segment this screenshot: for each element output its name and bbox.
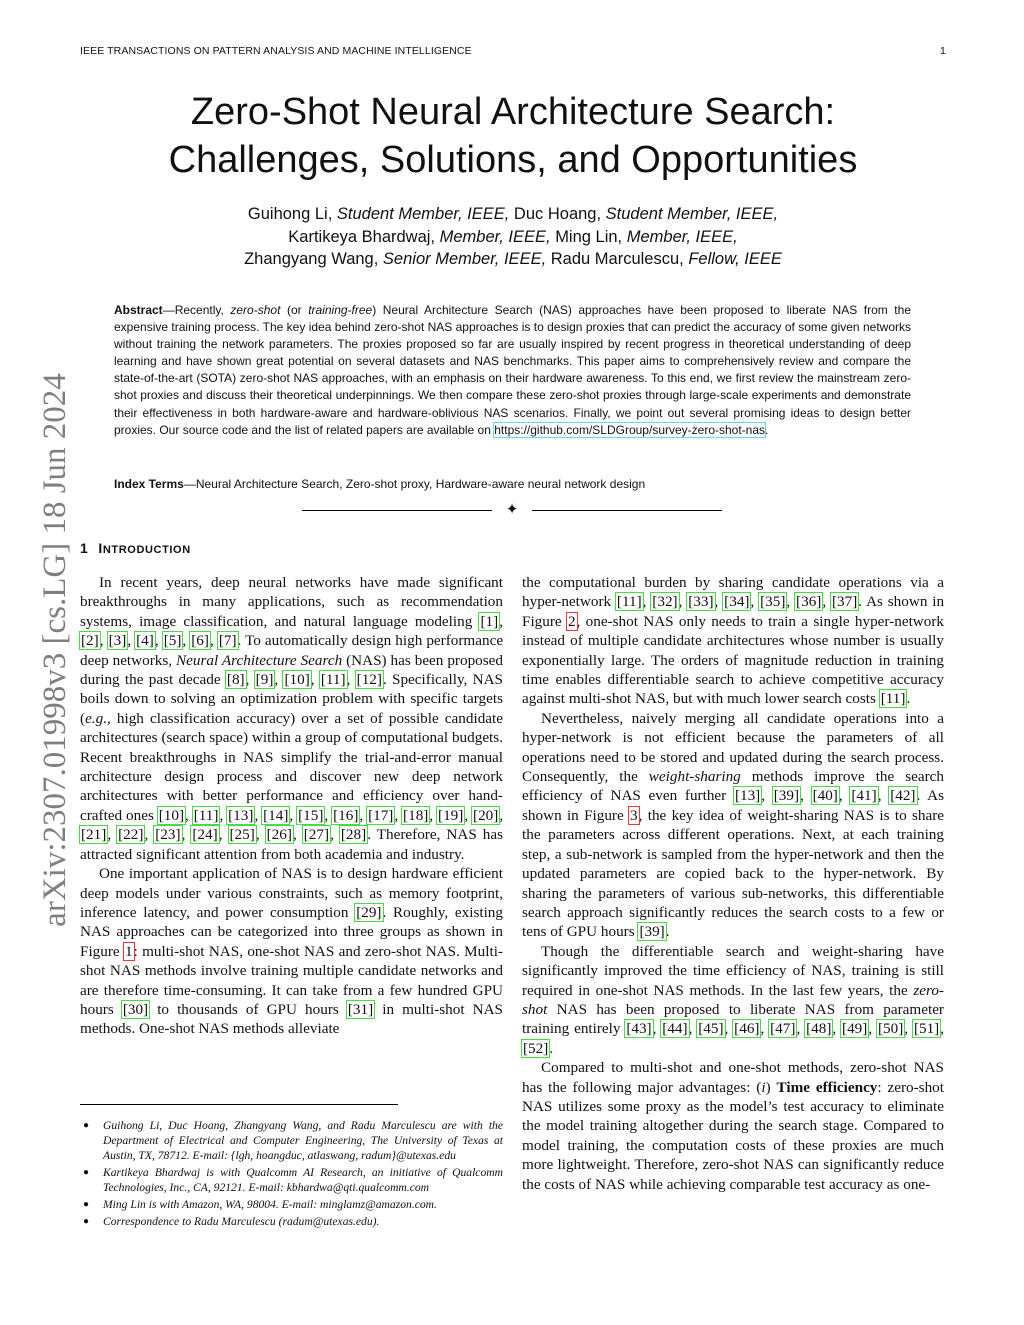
section-initial: I [98,540,103,556]
body-emphasis: i [761,1078,766,1096]
citation-link[interactable]: [51] [913,1020,940,1038]
citation-link[interactable]: [4] [136,632,154,650]
citation-link[interactable]: [15] [298,806,324,824]
footnote-text: Guihong Li, Duc Hoang, Zhangyang Wang, and Radu Marculescu are with the Department of Electrical and Computer Engineering, The University of Texas at Austin, TX, 78712. E-mail: {lgh, hoangduc, atlaswang, radum}@utexas.edu [103,1119,503,1163]
author-name: Zhangyang Wang, [244,250,379,268]
citation-link[interactable]: [12] [356,671,382,689]
body-emphasis: e.g., [85,709,111,727]
figure-ref-link[interactable]: 1 [124,942,133,960]
citation-link[interactable]: [48] [806,1020,832,1038]
author-membership: Fellow, IEEE [688,250,782,268]
citation-link[interactable]: [30] [122,1000,149,1018]
author-name: Radu Marculescu, [550,250,684,268]
footnote-text: Kartikeya Bhardwaj is with Qualcomm AI Research, an initiative of Qualcomm Technologies, Inc., CA, 92121. E-mail: kbhardwa@qti.qualcomm.com [103,1166,503,1195]
body-emphasis: weight-sharing [648,768,741,786]
citation-link[interactable]: [25] [229,826,255,844]
section-number: 1 [80,540,89,556]
footnote-item [80,1118,503,1164]
body-text: Though the differentiable search and weight-sharing have significantly improved the time efficiency of NAS, training is still required in one-shot NAS methods. In the last few years, the [522,942,944,999]
figure-ref-link[interactable]: 2 [567,612,576,630]
body-text: One important application of NAS is to design hardware efficient deep models under various constraints, such as memory footprint, inference latency, and power consumption [80,865,503,921]
body-text: . As shown in Figure [522,787,945,824]
citation-link[interactable]: [24] [192,826,218,844]
author-membership: Student Member, IEEE, [605,205,779,223]
body-text: In recent years, deep neural networks have made significant breakthroughs in many applications, such as recommendation systems, image classification, and natural language modeling [80,574,503,630]
abstract-dash: — [162,303,175,317]
body-emphasis: Neural Architecture Search [176,651,343,669]
citation-link[interactable]: [43] [626,1020,652,1038]
citation-link[interactable]: [18] [403,806,429,824]
body-text: : zero-shot NAS utilizes some proxy as the model’s test accuracy to eliminate the model training altogether during the search stage. Compared to model training, the computation costs of these proxies are much more lightweight. Therefore, zero-shot NAS can significantly reduce the costs of NAS while achieving comparable test accuracy as one- [522,1078,944,1193]
author-name: Duc Hoang, [513,205,602,223]
citation-link[interactable]: [20] [473,806,499,824]
abstract-text: ) Neural Architecture Search (NAS) approaches have been proposed to liberate NAS from the expensive training process. The key idea behind zero-shot NAS approaches is to design proxies that can predict the accuracy of some given networks without training the network parameters. The proxies proposed so far are usually inspired by recent progress in theoretical understanding of deep learning and have shown great potential on several datasets and NAS benchmarks. This paper aims to comprehensively review and compare the state-of-the-art (SOTA) zero-shot NAS approaches, with an emphasis on their hardware awareness. To this end, we first review the mainstream zero-shot proxies and discuss their theoretical underpinnings. We then compare these zero-shot proxies through large-scale experiments and demonstrate their effectiveness in both hardware-aware and hardware-oblivious NAS scenarios. Finally, we point out several promising ideas to design better proxies. Our source code and the list of related papers are available on [114,303,911,437]
author-name: Guihong Li, [247,205,333,223]
footnote-text: Correspondence to Radu Marculescu (radum@utexas.edu). [103,1214,380,1228]
footnote-item [80,1214,503,1229]
footnote-rule [80,1104,398,1105]
citation-link[interactable]: [36] [796,593,822,611]
body-emphasis: zero-shot [522,981,944,1018]
section-title-rest: NTRODUCTION [102,544,191,556]
author-membership: Senior Member, IEEE, [382,250,547,268]
paragraph [80,864,503,1039]
citation-link[interactable]: [46] [734,1020,760,1038]
citation-link[interactable]: [7] [218,632,237,650]
body-text: , one-shot NAS only needs to train a single hyper-network instead of multiple candidate architectures whose number is usually exponentially large. The orders of magnitude reduction in training time enables differentiable search to achieve competitive accuracy against multi-shot NAS, but with much lower search costs [522,612,945,708]
citation-link[interactable]: [29] [356,903,382,921]
page-number: 1 [940,45,946,57]
body-text: in multi-shot NAS methods. One-shot NAS methods alleviate [80,1000,503,1038]
body-text: . [665,923,670,941]
citation-link[interactable]: [10] [284,671,310,689]
abstract-label: Abstract [114,303,163,317]
bullet-icon: ● [83,1167,90,1179]
citation-link[interactable]: [3] [108,632,127,650]
divider-rule-left [302,510,492,511]
citation-link[interactable]: [11] [193,806,219,824]
body-text: ) [765,1078,777,1096]
body-text: . Roughly, existing NAS approaches can be categorized into three groups as shown in Figure [80,903,503,960]
citation-link[interactable]: [34] [724,593,750,611]
citation-link[interactable]: [27] [303,826,330,844]
citation-link[interactable]: [2] [81,632,99,650]
citation-link[interactable]: [17] [368,806,394,824]
author-name: Ming Lin, [555,227,623,246]
citation-link[interactable]: [49] [842,1020,868,1038]
citation-link[interactable]: [39] [773,787,800,805]
citation-link[interactable]: [32] [652,593,678,611]
title-line-2: Challenges, Solutions, and Opportunities [168,139,858,181]
body-text: Compared to multi-shot and one-shot methods, zero-shot NAS has the following major advantages: ( [522,1059,944,1096]
citation-link[interactable]: [22] [118,826,144,844]
author-name: Kartikeya Bhardwaj, [288,227,436,246]
paragraph: In recent years, deep neural networks have made significant breakthroughs in many applications, such as recommendation systems, image classification, and natural language modeling [1], [2], [3], [4], [5], [6], [7]. To automatically design high performance deep networks, Neural Architecture Search (NAS) has been proposed during the past decade [8], [9], [10], [11], [12]. Specifically, NAS boils down to solving an optimization problem with specific targets (e.g., high classification accuracy) over a set of possible candidate architectures (search space) within a group of computational budgets. Recent breakthroughs in NAS simplify the trial-and-error manual architecture design process and discover new deep network architectures with better performance and efficiency over hand-crafted ones [10], [11], [13], [14], [15], [16], [17], [18], [19], [20], [21], [22], [23], [24], [25], [26], [27], [28]. Therefore, NAS has attracted significant attention from both academia and industry. [80,574,504,863]
abstract-emphasis: training-free [308,303,373,317]
body-text: . [549,1039,554,1057]
abstract-emphasis: zero-shot [230,303,281,317]
body-text: . Therefore, NAS has attracted significant attention from both academia and industry. [80,826,504,863]
author-membership: Member, IEEE, [626,227,738,246]
title-line-1: Zero-Shot Neural Architecture Search: [190,91,836,133]
abstract-text: Recently, [174,303,231,317]
index-terms [114,476,911,492]
bullet-icon: ● [83,1120,90,1131]
right-column [522,573,944,1194]
citation-link[interactable]: [13] [228,806,254,824]
citation-link[interactable]: [26] [266,826,292,844]
arxiv-stamp: arXiv:2307.01998v3 [cs.LG] 18 Jun 2024 [37,373,73,927]
paragraph: Though the differentiable search and weight-sharing have significantly improved the time efficiency of NAS, training is still required in one-shot NAS methods. In the last few years, the zero-shot NAS has been proposed to liberate NAS from parameter training entirely [43], [44], [45], [46], [47], [48], [49], [50], [51], [52]. [522,942,945,1057]
citation-link[interactable]: [37] [831,593,858,611]
abstract-text: (or [280,303,309,317]
citation-link[interactable]: [35] [760,593,786,611]
journal-name: IEEE TRANSACTIONS ON PATTERN ANALYSIS AND MACHINE INTELLIGENCE [80,45,472,57]
body-text: methods improve the search efficiency of NAS even further [522,768,945,805]
citation-link[interactable]: [47] [770,1020,796,1038]
index-terms-dash: — [183,477,196,491]
citation-link[interactable]: [23] [155,826,181,844]
citation-link[interactable]: [5] [163,632,182,650]
body-text: to thousands of GPU hours [149,1000,347,1018]
abstract [114,302,911,439]
body-text: . To automatically design high performance deep networks, [80,632,504,669]
citation-link[interactable]: [39] [639,923,665,941]
left-column [80,573,503,1039]
citation-link[interactable]: [52] [523,1039,549,1057]
bullet-icon: ● [83,1199,90,1211]
citation-link[interactable]: [41] [851,787,877,805]
footnotes [80,1118,503,1230]
github-link[interactable]: https://github.com/SLDGroup/survey-zero-shot-nas [494,422,766,437]
author-membership: Member, IEEE, [439,227,551,246]
paragraph: Nevertheless, naively merging all candidate operations into a hyper-network is not efficient because the parameters of all operations need to be stored and updated during the search process. Consequently, the weight-sharing methods improve the search efficiency of NAS even further [13], [39], [40], [41], [42]. As shown in Figure 3, the key idea of weight-sharing NAS is to share the parameters across different operations. Next, at each training step, a sub-network is sampled from the hyper-network and then the updated parameters are copied back to the hyper-network. By sharing the parameters of various sub-networks, this differentiable search approach significantly reduces the search costs to a few or tens of GPU hours [39]. [522,709,945,941]
footnote-item [80,1197,503,1212]
citation-link[interactable]: [16] [333,806,359,824]
citation-link[interactable]: [28] [340,826,367,844]
citation-link[interactable]: [11] [880,690,906,708]
citation-link[interactable]: [14] [263,806,289,824]
citation-link[interactable]: [19] [438,806,464,824]
citation-link[interactable]: [21] [81,826,107,844]
citation-link[interactable]: [8] [226,671,245,689]
divider-rule-right [532,510,722,511]
citation-link[interactable]: [9] [255,671,274,689]
body-bold: Time efficiency [776,1078,878,1096]
figure-ref-link[interactable]: 3 [630,806,638,824]
citation-link[interactable]: [1] [480,612,499,630]
body-text: . As shown in Figure [522,593,945,630]
paper-title [80,88,946,184]
body-text: . [906,690,911,708]
author-membership: Student Member, IEEE, [336,205,510,223]
section-heading [80,540,191,556]
body-text: . Specifically, NAS boils down to solving an optimization problem with specific targets ( [80,671,504,727]
citation-link[interactable]: [11] [616,593,642,611]
body-text: , the key idea of weight-sharing NAS is to share the parameters across different operations. Next, at each training step, a sub-network is sampled from the hyper-network and then the updated parameters are copied back to the hyper-network. By sharing the parameters of various sub-networks, this differentiable search approach significantly reduces the search costs to a few or tens of GPU hours [522,806,945,941]
paragraph: the computational burden by sharing candidate operations via a hyper-network [11], [32], [33], [34], [35], [36], [37]. As shown in Figure 2, one-shot NAS only needs to train a single hyper-network instead of multiple candidate architectures whose number is usually exponentially large. The orders of magnitude reduction in training time enables differentiable search to achieve competitive accuracy against multi-shot NAS, but with much lower search costs [11]. [522,574,945,708]
citation-link[interactable]: [45] [698,1020,724,1038]
body-text: NAS has been proposed to liberate NAS from parameter training entirely [522,1000,944,1038]
footnote-item [80,1165,503,1195]
body-text: the computational burden by sharing candidate operations via a hyper-network [522,574,944,611]
index-terms-label: Index Terms [114,477,184,491]
body-text: Nevertheless, naively merging all candidate operations into a hyper-network is not efficient because the parameters of all operations need to be stored and updated during the search process. Consequently, the [522,709,944,786]
footnote-text: Ming Lin is with Amazon, WA, 98004. E-mail: minglamz@amazon.com. [103,1198,437,1212]
citation-link[interactable]: [44] [662,1020,688,1038]
paragraph [522,1058,944,1194]
body-text: : multi-shot NAS, one-shot NAS and zero-shot NAS. Multi-shot NAS methods involve training multiple candidate networks and are therefore time-consuming. It can take from a few hundred GPU hours [80,942,503,1018]
body-text: (NAS) has been proposed during the past decade [80,651,503,689]
citation-link[interactable]: [10] [158,806,185,824]
body-text: high classification accuracy) over a set of possible candidate architectures (search space) within a group of computational budgets. Recent breakthroughs in NAS simplify the trial-and-error manual architecture design process and discover new deep network architectures with better performance and efficiency over hand-crafted ones [80,709,503,824]
abstract-text: . [765,422,769,437]
bullet-icon: ● [83,1215,90,1227]
citation-link[interactable]: [6] [191,632,209,650]
index-terms-text: Neural Architecture Search, Zero-shot proxy, Hardware-aware neural network design [195,477,646,491]
citation-link[interactable]: [50] [877,1020,904,1038]
citation-link[interactable]: [33] [688,593,714,611]
author-list [80,203,946,271]
divider-star-icon: ✦ [505,502,519,518]
section-divider [302,504,722,518]
citation-link[interactable]: [31] [347,1000,374,1018]
citation-link[interactable]: [11] [320,671,346,689]
citation-link[interactable]: [40] [812,787,838,805]
running-header [80,45,946,57]
citation-link[interactable]: [42] [890,787,916,805]
citation-link[interactable]: [13] [734,787,761,805]
